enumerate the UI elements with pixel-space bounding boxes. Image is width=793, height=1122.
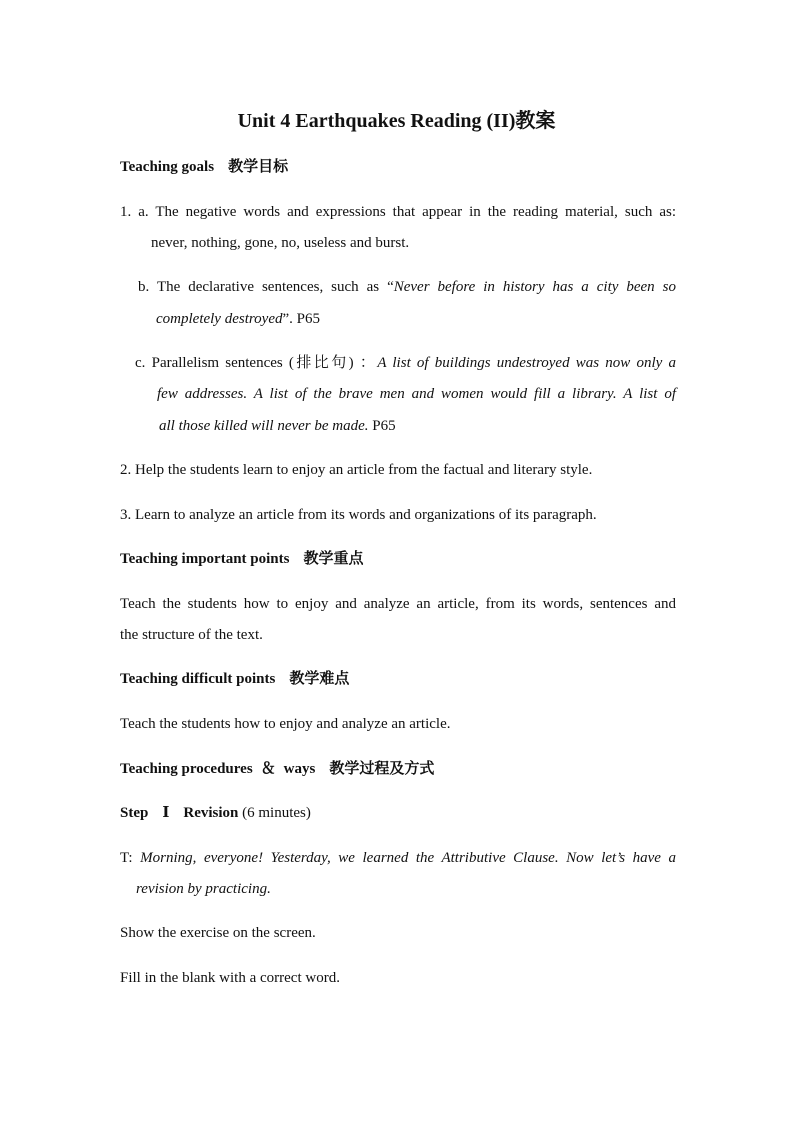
step1-teacher-line1 <box>120 848 676 868</box>
procedures-heading-en2: ways <box>283 761 316 777</box>
difficult-heading <box>120 669 349 689</box>
goal-1b-quote-line2: completely destroyed <box>156 311 283 327</box>
procedures-heading <box>120 759 434 779</box>
step1-duration: (6 minutes) <box>242 805 311 821</box>
important-heading-en: Teaching important points <box>120 551 290 567</box>
goal-1b-suffix: ”. P65 <box>282 311 320 327</box>
goal-2: 2. Help the students learn to enjoy an article from the factual and literary style. <box>120 462 593 478</box>
document-title: Unit 4 Earthquakes Reading (II)教案 <box>237 110 556 132</box>
step1-teacher-text-line1: Morning, everyone! Yesterday, we learned the Attributive Clause. Now let’s have a <box>140 850 676 866</box>
goal-1b-line2 <box>156 309 320 329</box>
goal-1c-suffix: P65 <box>368 418 396 434</box>
goal-1c-text-line3: all those killed will never be made. <box>159 418 369 434</box>
goals-heading-en: Teaching goals <box>120 159 215 175</box>
goal-1c-line1 <box>135 353 676 373</box>
goals-heading-zh: 教学目标 <box>228 159 289 175</box>
goal-1c-line3 <box>159 416 396 436</box>
goal-1a-line2: never, nothing, gone, no, useless and burst. <box>151 235 410 251</box>
goal-3: 3. Learn to analyze an article from its words and organizations of its paragraph. <box>120 507 597 523</box>
step1-name: Revision <box>183 805 239 821</box>
step1-teacher-line2: revision by practicing. <box>136 881 271 897</box>
goal-1b-quote-line1: Never before in history has a city been so <box>393 279 676 295</box>
important-line2: the structure of the text. <box>120 627 263 643</box>
procedures-heading-zh: 教学过程及方式 <box>329 761 435 777</box>
step1-teacher-prefix: T: <box>120 850 141 866</box>
step1-show-exercise: Show the exercise on the screen. <box>120 925 316 941</box>
goal-1c-line2: few addresses. A list of the brave men and women would fill a library. A list of <box>157 386 676 402</box>
goal-1c-text-line1: A list of buildings undestroyed was now only a <box>377 355 676 371</box>
important-heading-zh: 教学重点 <box>303 551 364 567</box>
procedures-heading-en1: Teaching procedures <box>120 761 253 777</box>
goal-1b-prefix: b. The declarative sentences, such as “ <box>138 279 394 295</box>
goals-heading <box>120 157 288 177</box>
difficult-heading-zh: 教学难点 <box>289 671 350 687</box>
step1-label: Step <box>120 805 149 821</box>
important-line1: Teach the students how to enjoy and analyze an article, from its words, sentences and <box>120 596 676 612</box>
goal-1c-prefix: c. Parallelism sentences (排比句) ： <box>135 355 378 371</box>
difficult-line1: Teach the students how to enjoy and analyze an article. <box>120 716 451 732</box>
step1-heading <box>120 803 311 823</box>
goal-1b-line1 <box>138 277 676 297</box>
difficult-heading-en: Teaching difficult points <box>120 671 276 687</box>
important-heading <box>120 549 364 569</box>
step1-fill-instruction: Fill in the blank with a correct word. <box>120 970 340 986</box>
goal-1a-line1: 1. a. The negative words and expressions that appear in the reading material, such as: <box>120 204 676 220</box>
procedures-amp: ＆ <box>260 761 276 777</box>
step1-numeral: Ⅰ <box>162 805 170 821</box>
